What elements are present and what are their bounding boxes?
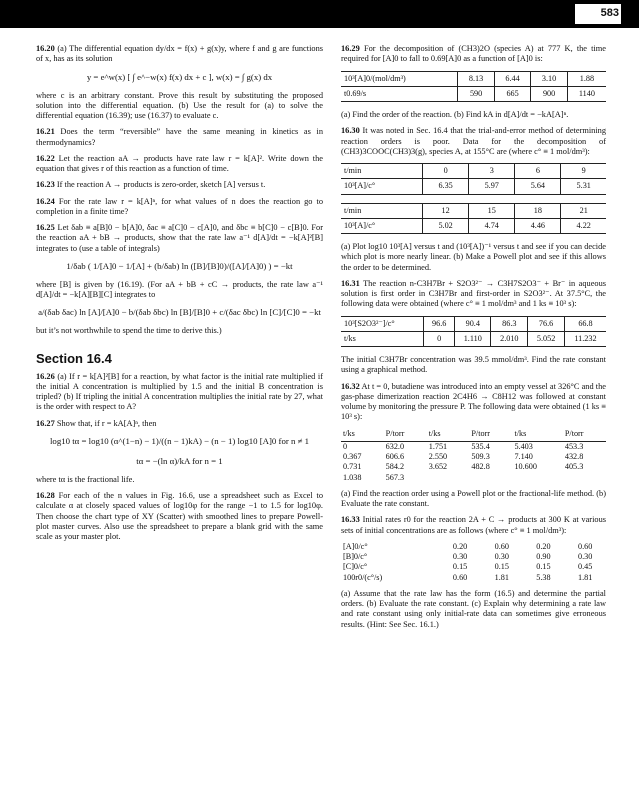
problem-number: 16.33 xyxy=(341,515,360,525)
table-cell: 6 xyxy=(515,164,561,179)
table-cell: 0.367 xyxy=(343,452,362,461)
table-cell: 15 xyxy=(469,203,515,218)
problem-text: It was noted in Sec. 16.4 that the trial-and-error method of determining reaction orders is poor. Data for the decomposition of (CH3)3COOC(CH3)3(g), species A, at 155°C are (where c° ≡ 1 mol/dm³): xyxy=(341,126,607,156)
table-cell: 6.35 xyxy=(423,179,469,194)
table-cell: 2.010 xyxy=(491,331,528,346)
problem-number: 16.22 xyxy=(36,153,55,163)
table-cell: 86.3 xyxy=(491,316,528,331)
table-cell: 0.60 xyxy=(494,541,509,551)
table-cell: 0.30 xyxy=(494,552,509,561)
table-cell: 1.81 xyxy=(494,572,509,582)
left-column xyxy=(36,44,323,548)
problem-text: Initial rates r0 for the reaction 2A + C → products at 300 K at various sets of initial concentrations are as follows (where c° ≡ 1 mol/dm³): xyxy=(341,515,606,535)
problem-text: Show that, if r = kA[A]ⁿ, then xyxy=(56,418,157,428)
problem-number: 16.28 xyxy=(36,491,55,500)
table-cell: 7.140 xyxy=(514,452,533,461)
table-cell: 0.20 xyxy=(452,541,468,551)
row-label: [A]0/c° xyxy=(343,541,368,551)
table-cell: 5.31 xyxy=(561,179,606,194)
column-header: P/torr xyxy=(384,429,427,442)
table-cell: 5.403 xyxy=(514,441,533,451)
problem-16-32 xyxy=(341,382,606,423)
table-cell: 509.3 xyxy=(471,452,490,461)
table-cell: 3.10 xyxy=(531,71,568,86)
table-cell: 8.13 xyxy=(458,71,495,86)
table-cell: 453.3 xyxy=(564,441,584,451)
table-cell: 0.90 xyxy=(536,552,551,561)
table-cell: 2.550 xyxy=(428,452,448,461)
row-label: 100r0/(c°/s) xyxy=(343,572,383,582)
column-header: t/ks xyxy=(341,429,384,442)
table-cell: 405.3 xyxy=(564,462,584,472)
row-label: 10³[A]/c° xyxy=(341,179,423,194)
problem-text: (a) Plot log10 10³[A] versus t and (10³[A])⁻¹ versus t and see if you can decide which plot is more nearly linear. (b) Make a Powell plot and see if this allows the order to be determined. xyxy=(341,242,606,272)
problem-16-29 xyxy=(341,44,606,65)
problem-16-31 xyxy=(341,279,606,310)
problem-text: (a) Find the order of the reaction. (b) Find kA in d[A]/dt = −kA[A]ⁿ. xyxy=(341,110,569,119)
table-cell: 1.110 xyxy=(455,331,491,346)
table-cell: 482.8 xyxy=(471,462,490,472)
table-cell: 10.600 xyxy=(514,462,537,472)
table-cell: 1.81 xyxy=(577,572,593,582)
problem-text: At t = 0, butadiene was introduced into an empty vessel at 326°C and the gas-phase dimerization reaction 2C4H6 → C8H12 was followed at constant volume by monitoring the pressure P. The following data were obtained (1 ks ≡ 10³ s): xyxy=(341,381,606,422)
table-cell: 76.6 xyxy=(528,316,565,331)
problem-16-23 xyxy=(36,180,323,190)
row-label: t0.69/s xyxy=(341,86,458,101)
problem-number: 16.21 xyxy=(36,127,55,137)
data-table-16-30b xyxy=(341,203,606,235)
problem-number: 16.24 xyxy=(36,196,55,206)
problem-text: (a) Assume that the rate law has the form (16.5) and determine the partial orders. (b) Evaluate the rate constant. (c) Explain why determining a rate law and rate constant using only initial-rate data can sometimes give erroneous results. (Hint: See Sec. 16.1.) xyxy=(341,588,606,629)
column-header: P/torr xyxy=(563,429,606,442)
table-cell: 0 xyxy=(343,441,348,451)
table-cell xyxy=(563,473,606,483)
problem-16-21 xyxy=(36,127,323,148)
problem-text: For the rate law r = k[A]ⁿ, for what values of n does the reaction go to completion in a finite time? xyxy=(36,196,323,216)
table-cell: 5.052 xyxy=(528,331,565,346)
equation: tα = −(ln α)/kA for n = 1 xyxy=(136,455,223,466)
table-row xyxy=(341,218,606,233)
table-row xyxy=(341,71,606,86)
problem-number: 16.26 xyxy=(36,371,55,381)
table-row xyxy=(341,552,606,562)
problem-text: The reaction n-C3H7Br + S2O3²⁻ → C3H7S2O3⁻ + Br⁻ in aqueous solution is first order in C3H7Br and first-order in S2O3²⁻. At 37.5°C, the following data were obtained (where c° ≡ 1 mol/dm³ and 1 ks ≡ 10³ s): xyxy=(341,278,606,309)
column-header: P/torr xyxy=(469,429,512,442)
problem-text: For the decomposition of (CH3)2O (species A) at 777 K, the time required for [A]0 to fall to 0.69[A]0 as a function of [A]0 is: xyxy=(341,44,606,64)
table-cell: 632.0 xyxy=(385,441,405,451)
table-cell: 590 xyxy=(458,86,495,101)
problem-number: 16.23 xyxy=(36,180,55,190)
page-header-bar xyxy=(0,0,639,28)
problem-number: 16.30 xyxy=(341,126,360,136)
column-header: t/ks xyxy=(427,429,470,442)
problem-number: 16.32 xyxy=(341,381,360,391)
table-row xyxy=(341,86,606,101)
table-row xyxy=(341,331,606,346)
table-cell: 5.64 xyxy=(515,179,561,194)
table-row xyxy=(341,164,606,179)
right-column xyxy=(341,44,606,636)
problem-16-27 xyxy=(36,419,323,429)
problem-text: If the reaction A → products is zero-order, sketch [A] versus t. xyxy=(56,180,266,190)
table-cell: 0.30 xyxy=(577,552,593,561)
problem-text: where [B] is given by (16.19). (For aA + bB + cC → products, the rate law a⁻¹ d[A]/dt = −k[A][B][C] integrates to xyxy=(36,279,323,299)
problem-text: but it’s not worthwhile to spend the time to derive this.) xyxy=(36,326,222,336)
problem-number: 16.25 xyxy=(36,223,55,232)
problem-text: where tα is the fractional life. xyxy=(36,474,135,484)
table-cell: 665 xyxy=(494,86,531,101)
problem-text: Let δab ≡ a[B]0 − b[A]0, δac ≡ a[C]0 − c[A]0, and δbc ≡ b[C]0 − c[B]0. For the reaction aA + bB → products, show that the rate law a⁻¹ d[A]/dt = −k[A]²[B] integrates to (use a table of integrals) xyxy=(36,223,323,253)
equation: a/(δab δac) ln [A]/[A]0 − b/(δab δbc) ln [B]/[B]0 + c/(δac δbc) ln [C]/[C]0 = −kt xyxy=(38,307,321,318)
table-row xyxy=(341,573,606,583)
problem-number: 16.20 xyxy=(36,44,55,53)
column-header: t/ks xyxy=(512,429,562,442)
problem-16-24 xyxy=(36,197,323,218)
table-cell: 1.038 xyxy=(343,472,362,482)
data-table-16-31 xyxy=(341,316,606,348)
table-cell: 66.8 xyxy=(564,316,606,331)
problem-text: (a) The differential equation dy/dx = f(x) + g(x)y, where f and g are functions of x, has as its solution xyxy=(36,44,323,64)
table-cell xyxy=(469,473,512,483)
table-row xyxy=(341,473,606,483)
row-label: [C]0/c° xyxy=(343,562,368,572)
table-cell: 4.74 xyxy=(469,218,515,233)
table-cell: 6.44 xyxy=(494,71,531,86)
equation: 1/δab ( 1/[A]0 − 1/[A] + (b/δab) ln ([B]/[B]0)/([A]/[A]0) ) = −kt xyxy=(66,260,293,271)
row-label: 10³[A]/c° xyxy=(341,218,423,233)
table-cell: 0 xyxy=(423,164,469,179)
problem-16-26 xyxy=(36,372,323,413)
row-label: 10³[S2O3²⁻]/c° xyxy=(341,316,424,331)
table-cell: 0.45 xyxy=(577,562,593,572)
row-label: t/ks xyxy=(341,331,424,346)
table-row xyxy=(341,441,606,452)
table-cell: 21 xyxy=(561,203,606,218)
table-cell: 1140 xyxy=(567,86,606,101)
table-cell: 0.60 xyxy=(452,572,468,582)
table-cell: 900 xyxy=(531,86,568,101)
problem-text: Does the term “reversible” have the same meaning in kinetics as in thermodynamics? xyxy=(36,127,323,147)
data-table-16-30a xyxy=(341,163,606,195)
table-cell: 567.3 xyxy=(385,472,405,482)
table-row xyxy=(341,316,606,331)
problem-number: 16.27 xyxy=(36,418,55,428)
table-cell: 584.2 xyxy=(385,462,405,472)
problem-16-20 xyxy=(36,44,323,65)
equation: log10 tα = log10 (α^(1−n) − 1)/((n − 1)kA) − (n − 1) log10 [A]0 for n ≠ 1 xyxy=(49,435,310,446)
problem-16-33 xyxy=(341,515,606,536)
table-cell: 5.97 xyxy=(469,179,515,194)
table-cell: 0 xyxy=(424,331,455,346)
table-cell: 96.6 xyxy=(424,316,455,331)
table-cell: 90.4 xyxy=(455,316,491,331)
table-row xyxy=(341,179,606,194)
problem-text: (a) Find the reaction order using a Powell plot or the fractional-life method. (b) Evaluate the rate constant. xyxy=(341,488,606,508)
problem-16-25 xyxy=(36,223,323,254)
table-cell xyxy=(427,473,470,483)
table-cell: 4.22 xyxy=(561,218,606,233)
row-label: t/min xyxy=(341,164,423,179)
table-cell: 0.15 xyxy=(494,562,509,572)
problem-text: For each of the n values in Fig. 16.6, use a spreadsheet such as Excel to calculate α at closely spaced values of log10φ for the range −1 to 1.5 for log10φ. Then choose the chart type of XY (Scatter) with smoothed lines to prepare Powell-plot master curves. Also use the spreadsheet to prepare a blank grid with the same scale as your master plot. xyxy=(36,491,323,541)
problem-text: where c is an arbitrary constant. Prove this result by substituting the proposed solution into the differential equation. (b) Use the result for (a) to solve the differential equation (16.39); use (16.37) to evaluate c. xyxy=(36,90,323,120)
problem-16-30 xyxy=(341,126,606,157)
table-cell: 0.15 xyxy=(536,562,551,572)
table-cell: 606.6 xyxy=(385,452,405,461)
table-row xyxy=(341,462,606,472)
section-heading: Section 16.4 xyxy=(36,350,112,366)
table-cell: 5.38 xyxy=(536,572,551,582)
problem-16-22 xyxy=(36,154,323,175)
table-row xyxy=(341,562,606,572)
problem-text: (a) If r = k[A]²[B] for a reaction, by what factor is the initial rate multiplied if the initial A concentration is multiplied by 1.5 and the initial B concentration is tripled? (b) If tripling the initial A concentration multiplies the initial rate by 27, what is the order with respect to A? xyxy=(36,371,323,412)
table-cell: 4.46 xyxy=(515,218,561,233)
data-table-16-29 xyxy=(341,71,606,103)
table-cell: 5.02 xyxy=(423,218,469,233)
data-table-16-33 xyxy=(341,542,606,583)
equation: y = e^w(x) [ ∫ e^−w(x) f(x) dx + c ], w(x) = ∫ g(x) dx xyxy=(86,71,273,82)
row-label: 10³[A]0/(mol/dm³) xyxy=(341,71,458,86)
problem-number: 16.29 xyxy=(341,44,360,53)
table-cell: 9 xyxy=(561,164,606,179)
row-label: [B]0/c° xyxy=(343,552,368,561)
table-cell: 18 xyxy=(515,203,561,218)
table-cell: 1.88 xyxy=(567,71,606,86)
page-number: 583 xyxy=(600,7,619,19)
table-row xyxy=(341,203,606,218)
table-cell: 3 xyxy=(469,164,515,179)
table-cell xyxy=(512,473,562,483)
problem-number: 16.31 xyxy=(341,278,360,288)
table-cell: 1.751 xyxy=(428,441,448,451)
table-cell: 0.30 xyxy=(452,552,468,561)
table-cell: 11.232 xyxy=(564,331,606,346)
table-cell: 12 xyxy=(423,203,469,218)
table-cell: 535.4 xyxy=(471,441,490,451)
problem-text: The initial C3H7Br concentration was 39.5 mmol/dm³. Find the rate constant using a graphical method. xyxy=(341,355,606,375)
data-table-16-32 xyxy=(341,429,606,483)
table-header-row xyxy=(341,429,606,442)
problem-text: Let the reaction aA → products have rate law r = k[A]². Write down the equation that gives r of this reaction as a function of time. xyxy=(36,153,323,173)
table-cell: 432.8 xyxy=(564,452,584,461)
problem-16-28 xyxy=(36,491,323,542)
table-cell: 0.20 xyxy=(536,541,551,551)
table-cell: 0.731 xyxy=(343,462,362,472)
row-label: t/min xyxy=(341,203,423,218)
page-number-box xyxy=(575,4,621,24)
table-cell: 0.60 xyxy=(577,541,593,551)
table-cell: 0.15 xyxy=(452,562,468,572)
table-cell: 3.652 xyxy=(428,462,448,472)
table-row xyxy=(341,542,606,552)
table-row xyxy=(341,452,606,462)
